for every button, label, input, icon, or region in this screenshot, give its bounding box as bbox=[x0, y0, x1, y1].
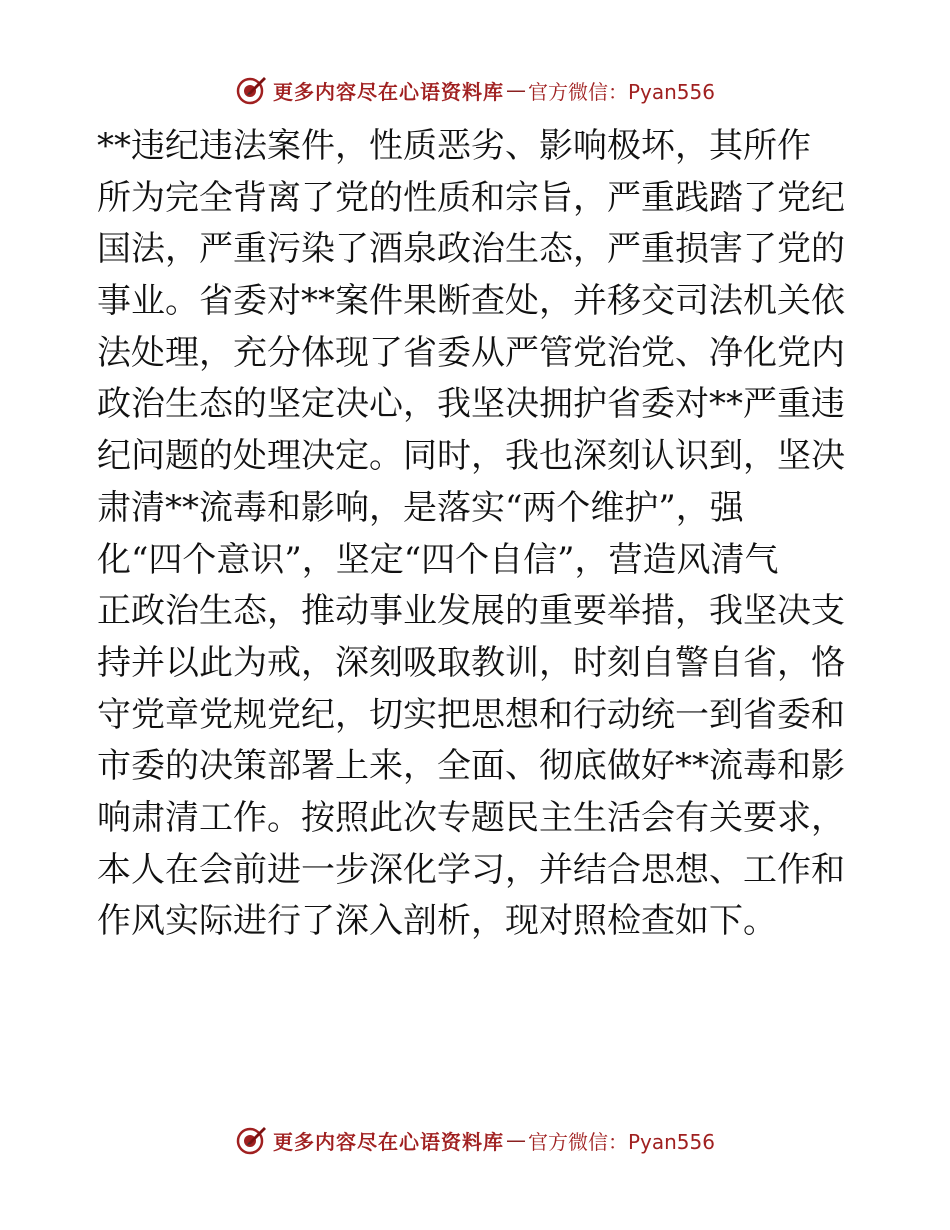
pen-logo-icon bbox=[235, 74, 267, 106]
body-line: 事业。省委对**案件果断查处，并移交司法机关依 bbox=[97, 281, 845, 322]
body-line: 本人在会前进一步深化学习，并结合思想、工作和 bbox=[97, 849, 845, 890]
watermark-separator: — bbox=[505, 1128, 526, 1152]
body-line: 政治生态的坚定决心，我坚决拥护省委对**严重违 bbox=[97, 384, 845, 425]
body-line: 化“四个意识”，坚定“四个自信”，营造风清气 bbox=[97, 539, 779, 580]
body-line: 肃清**流毒和影响，是落实“两个维护”，强 bbox=[97, 487, 744, 528]
watermark-contact: 官方微信：Pyan556 bbox=[527, 79, 715, 104]
body-line: 国法，严重污染了酒泉政治生态，严重损害了党的 bbox=[97, 229, 845, 270]
watermark-contact: 官方微信：Pyan556 bbox=[527, 1129, 715, 1154]
body-line: 市委的决策部署上来，全面、彻底做好**流毒和影 bbox=[97, 746, 845, 787]
body-line: 持并以此为戒，深刻吸取教训，时刻自警自省，恪 bbox=[97, 642, 845, 683]
footer-watermark bbox=[0, 1120, 950, 1160]
body-line: 正政治生态，推动事业发展的重要举措，我坚决支 bbox=[97, 591, 845, 632]
document-body bbox=[97, 121, 857, 948]
body-line: 守党章党规党纪，切实把思想和行动统一到省委和 bbox=[97, 694, 845, 735]
pen-logo-icon bbox=[235, 1124, 267, 1156]
watermark-separator: — bbox=[505, 78, 526, 102]
body-line: 纪问题的处理决定。同时，我也深刻认识到，坚决 bbox=[97, 436, 845, 477]
body-line: **违纪违法案件，性质恶劣、影响极坏，其所作 bbox=[97, 126, 811, 166]
body-line: 响肃清工作。按照此次专题民主生活会有关要求， bbox=[97, 797, 845, 838]
watermark-brand: 更多内容尽在心语资料库 bbox=[272, 79, 504, 104]
header-watermark bbox=[0, 70, 950, 110]
body-line: 法处理，充分体现了省委从严管党治党、净化党内 bbox=[97, 332, 845, 373]
body-line: 作风实际进行了深入剖析，现对照检查如下。 bbox=[97, 901, 777, 942]
body-line: 所为完全背离了党的性质和宗旨，严重践踏了党纪 bbox=[97, 177, 845, 218]
watermark-brand: 更多内容尽在心语资料库 bbox=[272, 1129, 504, 1154]
